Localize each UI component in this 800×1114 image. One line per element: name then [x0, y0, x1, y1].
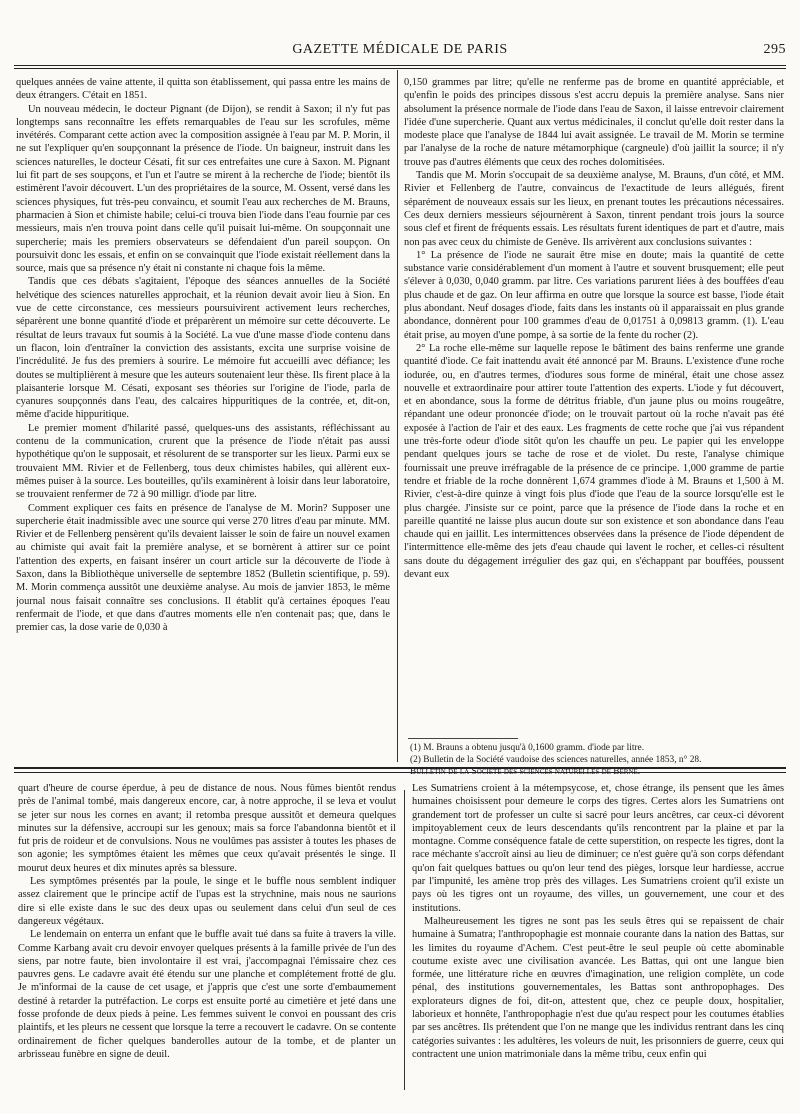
section-separator-thin — [14, 772, 786, 773]
paragraph: Le premier moment d'hilarité passé, quelques-uns des assistants, réfléchissant au contenu de la communication, crurent que la présence de l'iode n'était pas aussi hypothétique qu'on le supposait, et résolurent de se transporter sur les lieux. Parmi eux se trouvaient MM. Rivier et de Fellenberg, tous deux chimistes habiles, qui allèrent eux-mêmes puiser à la source. Les bouteilles, qu'ils examinèrent à loisir dans leur laboratoire, se trouvaient renfermer de 72 à 90 milligr. d'iode par litre. — [16, 422, 390, 501]
paragraph: 1° La présence de l'iode ne saurait être mise en doute; mais la quantité de cette substance varie considérablement d'un moment à l'autre et souvent brusquement; elle peut s'élever à 0,030, 0,040 gramm. par litre. Ces variations parurent liées à des bouffées d'eau plus chaude et de gaz. On leur affirma en outre que lorsque la source est basse, l'iode était plus abondant. Neuf dosages d'iode, faits dans les instants où il apparaissait en plus grande abondance, donnèrent pour 100 grammes d'eau de 0,01751 à 0,09813 gramm. (1). L'eau était prise, au moyen d'une pompe, à sa sortie de la fente du rocher (2). — [404, 249, 784, 341]
paragraph: Comment expliquer ces faits en présence de l'analyse de M. Morin? Supposer une supercherie était inadmissible avec une source qui verse 270 litres d'eau par minute. MM. Rivier et de Fellenberg pensèrent qu'ils devaient laisser le soin de faire un nouvel examen au chimiste qui avait fait la première analyse, et se bornèrent à attirer sur ce point l'attention des experts, en faisant insérer un court article sur la découverte de l'iode à Saxon, dans la Bibliothèque universelle de septembre 1852 (Bulletin scientifique, p. 59). M. Morin commença aussitôt une deuxième analyse. Au mois de janvier 1853, le même journal nous faisait connaître ses conclusions. Il établit qu'à certaines époques l'eau renfermait de l'iode, et que dans d'autres moments elle n'en contenait pas; que, dans le premier cas, la dose varie de 0,030 à — [16, 502, 390, 634]
column-divider — [397, 70, 398, 762]
paragraph: quart d'heure de course éperdue, à peu de distance de nous. Nous fûmes bientôt rendus près de l'animal tombé, mais dangereux encore, car, à notre approche, il se leva et voulut se jeter sur nous les cornes en avant; il retomba presque aussitôt et demeura quelques minutes sur la défensive, accroupi sur les genoux; mais sa force l'abandonna bientôt et il fut pris de roideur et de convulsions. Nous ne voulûmes pas assister à toutes les phases de son agonie; les symptômes étaient les mêmes que ceux qu'avait présentés le singe. Il mourut deux heures et dix minutes après sa blessure. — [18, 783, 396, 874]
upper-left-column — [16, 76, 390, 758]
footnote-rule — [408, 738, 518, 739]
paragraph: Le lendemain on enterra un enfant que le buffle avait tué dans sa fuite à travers la ville. Comme Karbang avait cru devoir envoyer quelques présents à la famille privée de l'un des siens, par notre faute, bien involontaire il est vrai, j'accompagnai l'émissaire chez ces pauvres gens. Le cadavre avait été étendu sur une planche et complétement frotté de glu. Je m'informai de la cause de cet usage, et j'appris que c'est une sorte d'embaumement destiné à retarder la putréfaction. Le corps est ensuite porté au cimetière et jeté dans une fosse profonde de deux pieds à peine. Les femmes suivent le convoi en poussant des cris plaintifs, et les pleurs ne cessent que lorsque la terre a recouvert le cadavre. On se contente ordinairement de ficher quelques banderolles autour de la tombe, et de planter un arbrisseau funèbre en signe de deuil. — [18, 929, 396, 1060]
lower-right-column — [412, 782, 784, 1092]
paragraph: 2° La roche elle-même sur laquelle repose le bâtiment des bains renferme une grande quantité d'iode. Ce fait inattendu avait été annoncé par M. Brauns. L'existence d'une roche iodurée, ou, en d'autres termes, d'iodures sous forme de minéral, était une chose assez nouvelle et extraordinaire pour attirer toute l'attention des experts. L'iode y fut découvert, et en abondance, sous la forme de détritus friable, d'un jaune plus ou moins rougeâtre, répandant une odeur prononcée d'iode; on le trouvait partout où la roche n'avait pas été exposée à l'action de l'air et des eaux. Les fragments de cette roche que j'ai vus répandent une très-forte odeur d'iode sitôt qu'on les chauffe un peu. Le papier qui les enveloppe pendant quelques jours se tache de rose et de violet. Du reste, l'analyse chimique fournissait une preuve irréfragable de la présence de ce principe. 1,000 gramme de partie tendre et friable de la roche donnèrent 1,674 grammes d'iode à M. Brauns et 1,500 à M. Rivier, c'est-à-dire quinze à vingt fois plus d'iode que l'eau de la source lorsqu'elle est le plus chargée. J'insiste sur ce point, parce que la présence de l'iode dans la roche et en pareille quantité ne laisse plus aucun doute sur son existence et son abondance dans l'eau chaude qui en jaillit. Les intermittences observées dans la présence de l'iode dépendent de l'intermittence elle-même des jets d'eau chaude qui lavent le rocher, et celles-ci résultent sans doute du dégagement irrégulier des gaz qui, en s'échappant par bouffées, poussent devant eux — [404, 342, 784, 580]
paragraph: Un nouveau médecin, le docteur Pignant (de Dijon), se rendit à Saxon; il n'y fut pas longtemps sans reconnaître les effets remarquables de l'eau sur les scrofules, même invétérés. Comparant cette action avec la composition assignée à l'eau par M. P. Morin, il ne sut l'expliquer qu'en soupçonnant la présence de l'iode. Un baigneur, instruit dans les sciences naturelles, le docteur Césati, fit sur ces entrefaites une cure à Saxon. M. Pignant lui fit part de ses soupçons, et l'un et l'autre se mirent à la recherche de l'iode; bientôt ils estimèrent l'avoir découvert. L'un des propriétaires de la source, M. Ossent, versé dans les sciences physiques, fut très-peu convaincu, et soumit l'eau aux recherches de M. Brauns, pharmacien à Sion et chimiste habile; celui-ci trouva bien l'iode dans l'eau fournie par ces messieurs, mais n'en trouva point dans celle qu'il puisait lui-même. On soupçonnait une supercherie; mais les premiers observateurs se défendaient d'un pareil soupçon. On poursuivit donc les essais, et enfin on se convainquit que l'iode existait réellement dans la source, mais que sa présence n'y était ni constante ni chaque fois la même. — [16, 103, 390, 275]
journal-title: GAZETTE MÉDICALE DE PARIS — [292, 42, 508, 57]
page-number: 295 — [763, 42, 786, 57]
page-header — [14, 42, 786, 64]
paragraph: Les Sumatriens croient à la métempsycose, et, chose étrange, ils pensent que les âmes humaines choisissent pour demeure le corps des tigres. Certes alors les Sumatriens ont grandement tort de professer un culte si sacré pour leurs ancêtres, car ceux-ci dévorent impitoyablement ceux de leurs descendants qu'ils rencontrent par la plaine et par la montagne. Comme conséquence fatale de cette superstition, on respecte les tigres, dont la race méchante s'accroît ainsi au lieu de diminuer; ce n'est guère qu'à son corps défendant qu'on fait quelques battues ou qu'on leur tend des pièges, lorsque leur hardiesse, accrue par l'impunité, les amène trop près des villages. Les Sumatriens croient qu'il existe un pays où les tigres ont un royaume, des villes, un gouvernement, une cour et des institutions. — [412, 783, 784, 914]
paragraph: 0,150 grammes par litre; qu'elle ne renferme pas de brome en quantité appréciable, et qu'enfin le poids des principes dissous s'est accru depuis la première analyse. Sans nier absolument la présence normale de l'iode dans l'eau de Saxon, il laisse entrevoir clairement l'idée d'une supercherie. Quant aux vertus médicinales, il conclut qu'elle doit rester dans la modeste place que l'analyse de 1844 lui avait assignée. Le travail de M. Morin se termine par l'analyse de la roche de nature métamorphique (cargneule) d'où jaillit la source; il n'y trouve pas d'autres éléments que ceux des roches dolomitisées. — [404, 77, 784, 168]
paragraph: Tandis que M. Morin s'occupait de sa deuxième analyse, M. Brauns, d'un côté, et MM. Rivier et Fellenberg de l'autre, convaincus de l'exactitude de leurs allégués, firent séparément de nouveaux essais sur les lieux, en prenant toutes les précautions nécessaires. Ces deux derniers messieurs séjournèrent à Saxon, tinrent pendant trois jours la source sous clef et firent de fréquents essais. Les résultats furent identiques de part et d'autre, mais non pas avec ceux du chimiste de Genève. Ils arrivèrent aux conclusions suivantes : — [404, 170, 784, 248]
header-rule — [14, 65, 786, 66]
paragraph: quelques années de vaine attente, il quitta son établissement, qui passa entre les mains de deux étrangers. C'était en 1851. — [16, 77, 390, 102]
lower-left-column — [18, 782, 396, 1092]
header-rule-double — [14, 68, 786, 69]
paragraph: Les symptômes présentés par la poule, le singe et le buffle nous semblent indiquer assez clairement que le principe actif de l'upas est la strychnine, mais nous ne saurions dire si elle existe dans le suc des deux upas ou seulement dans celui d'un seul de ces dangereux végétaux. — [18, 876, 396, 927]
upper-right-column — [404, 76, 784, 736]
section-separator — [14, 767, 786, 769]
paragraph: Malheureusement les tigres ne sont pas les seuls êtres qui se repaissent de chair humaine à Sumatra; l'anthropophagie est monnaie courante dans la nation des Battas, sur les limites du royaume d'Achem. C'est peut-être le seul peuple où cette abominable coutume existe avec une civilisation avancée. Les Battas, qui ont une langue bien formée, une littérature riche en œuvres d'imagination, une religion complète, un code pénal, des institutions gouvernementales, les Battas sont anthropophages. Des explorateurs dignes de foi, dit-on, attestent que, chez ce peuple doux, hospitalier, laborieux et honnête, l'anthropophagie n'est due qu'au respect pour les coutumes établies par ses ancêtres. Ils prétendent que l'on ne mange que les individus rentrant dans les cinq catégories suivantes : les adultères, les voleurs de nuit, les prisonniers de guerre, ceux qui contractent une union matrimoniale dans la même tribu, ceux enfin qui — [412, 915, 784, 1060]
paragraph: Tandis que ces débats s'agitaient, l'époque des séances annuelles de la Société helvétique des sciences naturelles approchait, et la réunion devait avoir lieu à Sion. En vue de cette circonstance, ces messieurs poursuivirent activement leurs recherches, séparèrent une bonne quantité d'iode et préparèrent un mémoire sur cette découverte. Le résultat de leurs travaux fut soumis à la Société. La vue d'une masse d'iode contenu dans un flacon, loin d'entraîner la conviction des assistants, excita une surprise voisine de l'incrédulité. Je fus des premiers à sourire. Le mémoire fut accueilli avec défiance; les doutes se multiplièrent à mesure que les auteurs soutenaient leur thèse. Ils firent place à la plaisanterie lorsque M. Césati, exposant ses théories sur l'origine de l'iode, parla de cyanures soupçonnés dans l'eau, des calcaires hippuritiques de la contrée, et, dit-on, même d'acide hippuritique. — [16, 276, 390, 421]
lower-column-divider — [404, 790, 405, 1090]
footnote: Bulletin de la Société des sciences naturelles de Berne. — [410, 767, 641, 777]
footnote: (1) M. Brauns a obtenu jusqu'à 0,1600 gramm. d'iode par litre. — [410, 743, 645, 753]
footnote: (2) Bulletin de la Société vaudoise des sciences naturelles, année 1853, n° 28. — [410, 755, 702, 765]
